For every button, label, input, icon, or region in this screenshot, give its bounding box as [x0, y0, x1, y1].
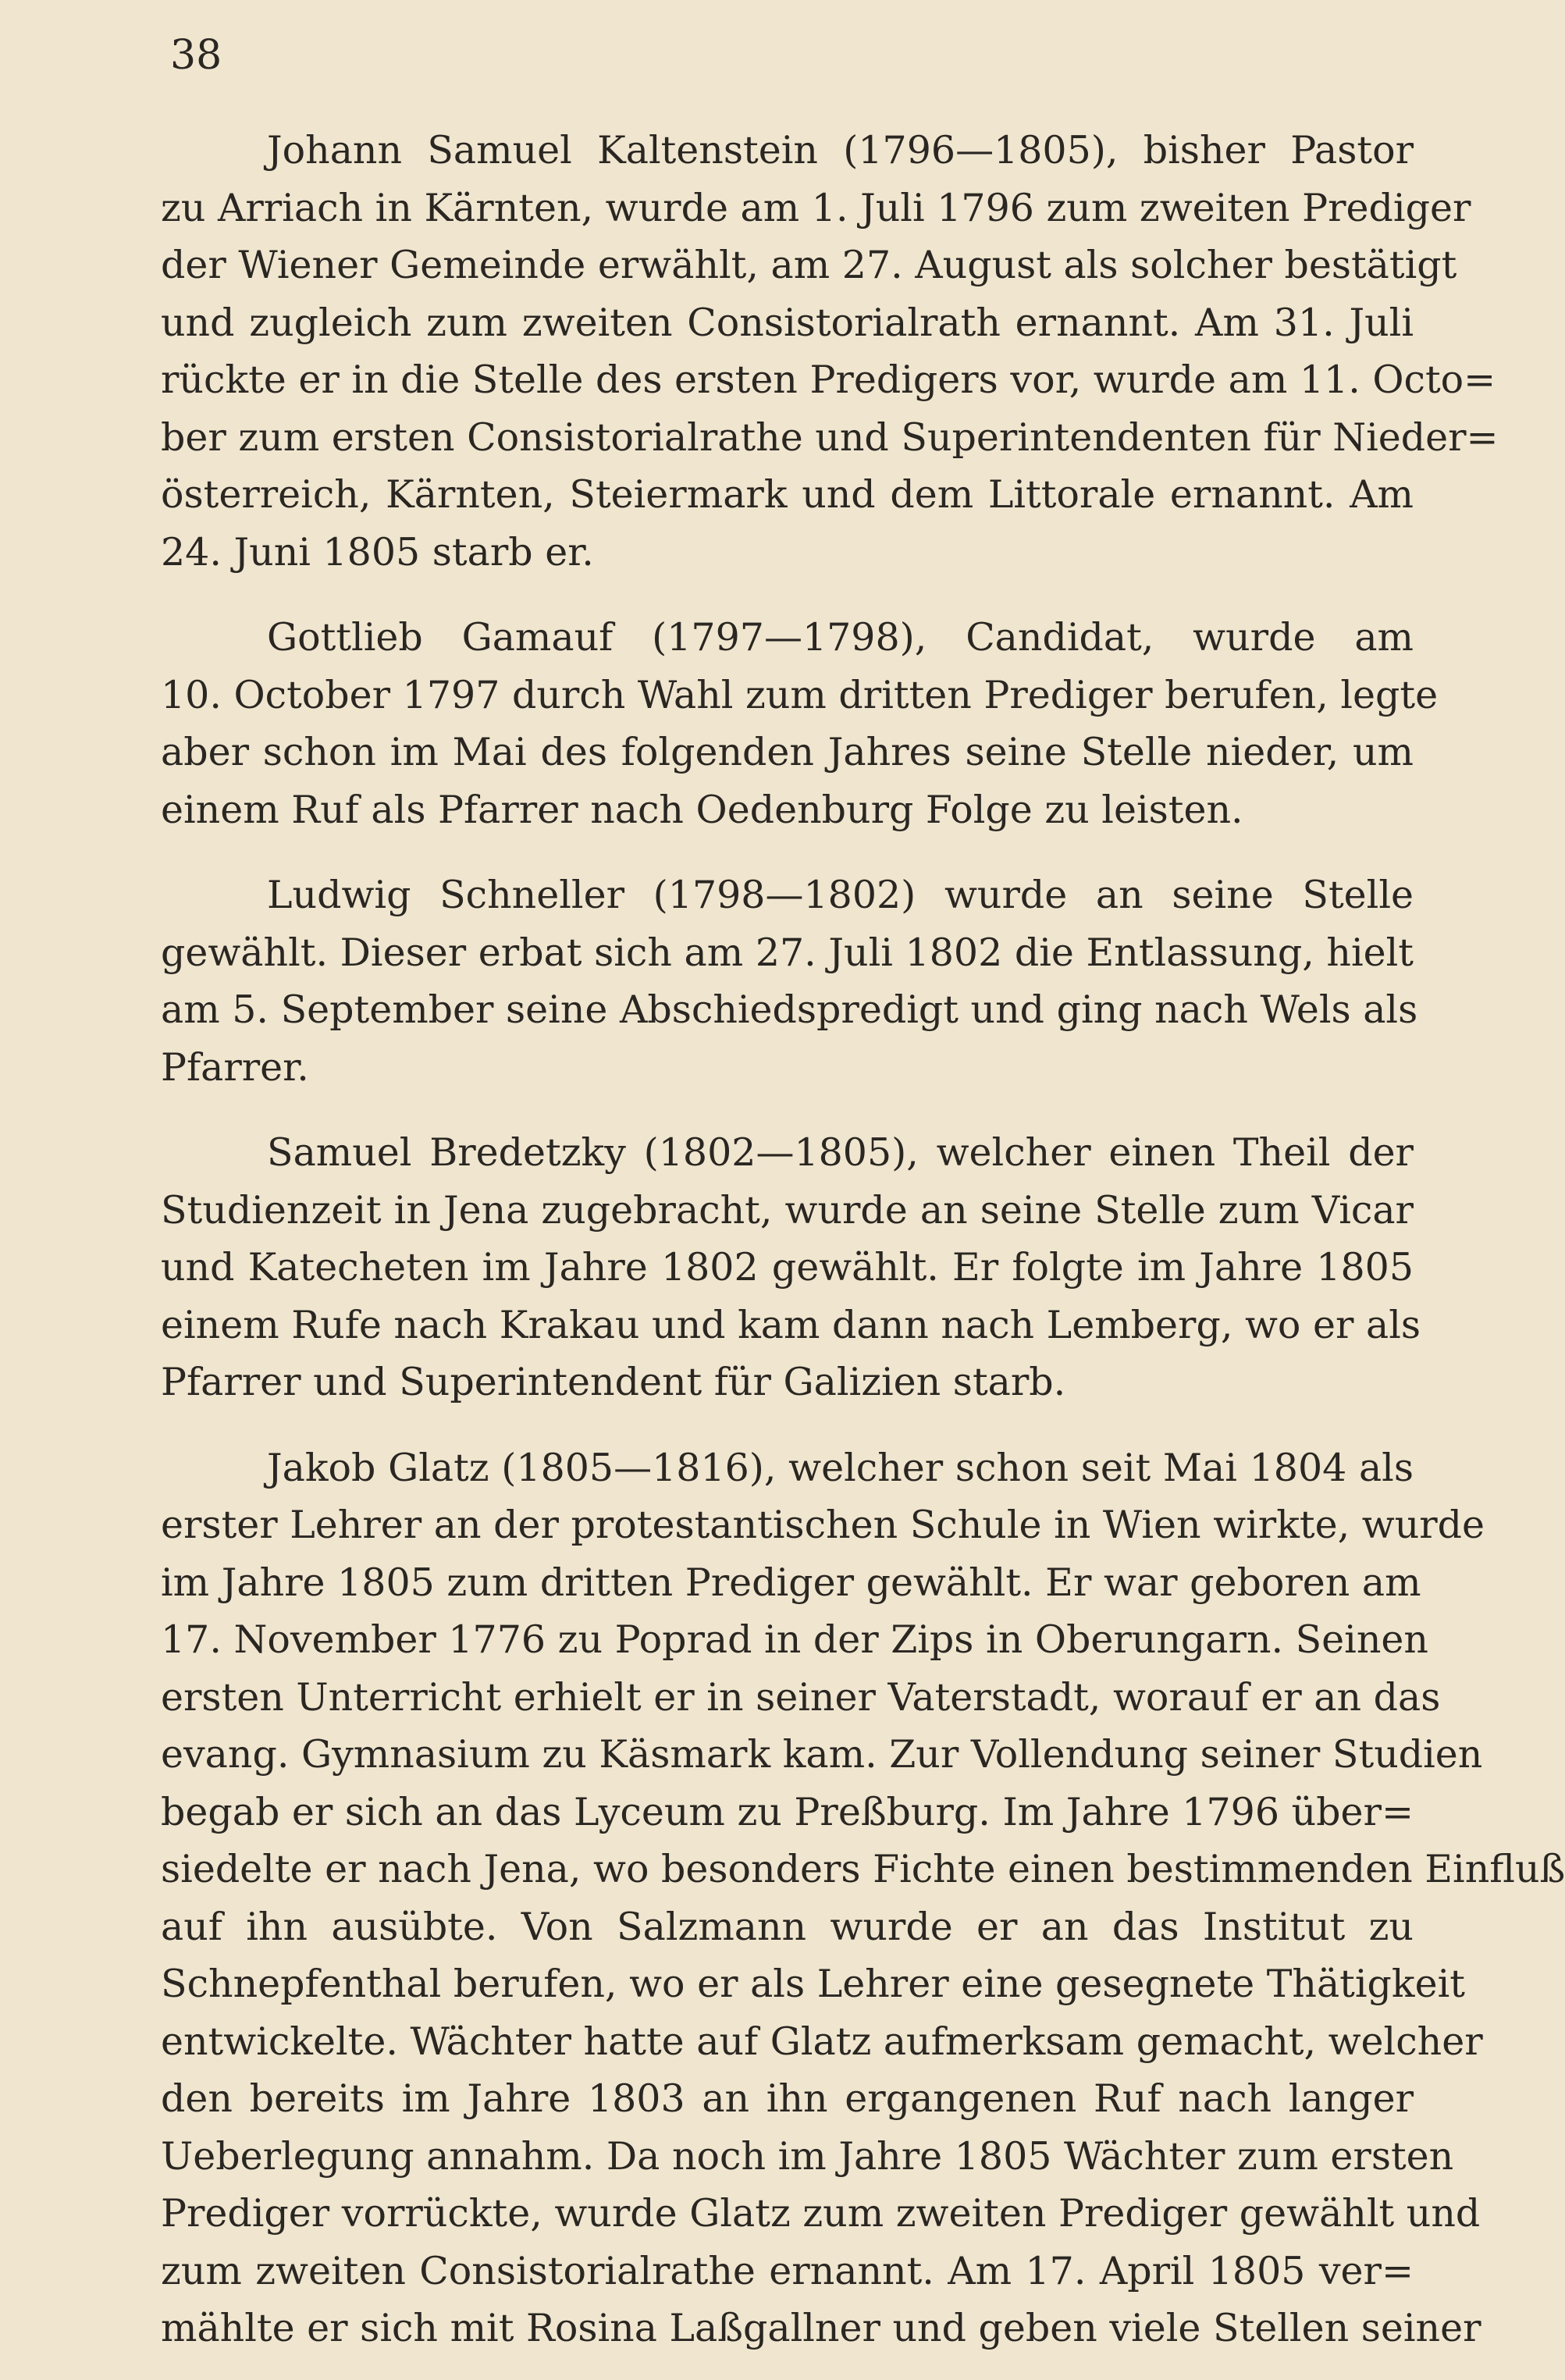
- text-line: zum zweiten Consistorialrathe ernannt. Am 17. April 1805 ver=: [161, 2248, 1414, 2293]
- text-line: Schnepfenthal berufen, wo er als Lehrer eine gesegnete Thätigkeit: [161, 1962, 1465, 2006]
- text-line: im Jahre 1805 zum dritten Prediger gewählt. Er war geboren am: [161, 1560, 1421, 1605]
- text-line: 10. October 1797 durch Wahl zum dritten Prediger berufen, legte: [161, 672, 1439, 717]
- text-line: Pfarrer.: [161, 1044, 309, 1090]
- text-line: rückte er in die Stelle des ersten Predigers vor, wurde am 11. Octo=: [161, 358, 1496, 402]
- text-line: aber schon im Mai des folgenden Jahres seine Stelle nieder, um: [161, 730, 1414, 774]
- text-line: einem Ruf als Pfarrer nach Oedenburg Folge zu leisten.: [161, 787, 1243, 832]
- text-line: Jakob Glatz (1805—1816), welcher schon seit Mai 1804 als: [267, 1445, 1414, 1490]
- text-line: österreich, Kärnten, Steiermark und dem Littorale ernannt. Am: [161, 472, 1414, 517]
- text-line: gewählt. Dieser erbat sich am 27. Juli 1802 die Entlassung, hielt: [161, 930, 1414, 975]
- text-line: ber zum ersten Consistorialrathe und Superintendenten für Nieder=: [161, 414, 1499, 460]
- text-line: und Katecheten im Jahre 1802 gewählt. Er folgte im Jahre 1805: [161, 1245, 1414, 1290]
- paragraph: [161, 866, 1418, 1096]
- text-line: zu Arriach in Kärnten, wurde am 1. Juli 1796 zum zweiten Prediger: [161, 185, 1471, 230]
- text-line: den bereits im Jahre 1803 an ihn ergangenen Ruf nach langer: [161, 2076, 1414, 2121]
- text-line: Ludwig Schneller (1798—1802) wurde an seine Stelle: [267, 873, 1414, 917]
- paragraph: [161, 122, 1499, 581]
- text-line: auf ihn ausübte. Von Salzmann wurde er an das Institut zu: [161, 1904, 1414, 1949]
- text-line: und zugleich zum zweiten Consistorialrath ernannt. Am 31. Juli: [161, 300, 1414, 345]
- text-line: Johann Samuel Kaltenstein (1796—1805), bisher Pastor: [267, 128, 1414, 173]
- page-number: 38: [170, 32, 222, 79]
- text-line: am 5. September seine Abschiedspredigt und ging nach Wels als: [161, 987, 1418, 1032]
- text-line: Pfarrer und Superintendent für Galizien starb.: [161, 1360, 1066, 1404]
- text-line: erster Lehrer an der protestantischen Schule in Wien wirkte, wurde: [161, 1503, 1485, 1547]
- text-line: entwickelte. Wächter hatte auf Glatz aufmerksam gemacht, welcher: [161, 2019, 1483, 2064]
- text-line: mählte er sich mit Rosina Laßgallner und geben viele Stellen seiner: [161, 2306, 1481, 2350]
- text-line: einem Rufe nach Krakau und kam dann nach Lemberg, wo er als: [161, 1302, 1421, 1347]
- text-line: ersten Unterricht erhielt er in seiner Vaterstadt, worauf er an das: [161, 1674, 1441, 1720]
- text-line: der Wiener Gemeinde erwählt, am 27. August als solcher bestätigt: [161, 243, 1457, 287]
- text-line: siedelte er nach Jena, wo besonders Fichte einen bestimmenden Einfluß: [161, 1847, 1565, 1891]
- text-line: Studienzeit in Jena zugebracht, wurde an seine Stelle zum Vicar: [161, 1187, 1414, 1233]
- text-line: Samuel Bredetzky (1802—1805), welcher einen Theil der: [267, 1130, 1414, 1175]
- text-line: Gottlieb Gamauf (1797—1798), Candidat, wurde am: [267, 615, 1414, 660]
- paragraph: [161, 609, 1439, 838]
- text-line: 24. Juni 1805 starb er.: [161, 529, 594, 575]
- text-line: 17. November 1776 zu Poprad in der Zips in Oberungarn. Seinen: [161, 1617, 1428, 1662]
- text-line: begab er sich an das Lyceum zu Preßburg. Im Jahre 1796 über=: [161, 1789, 1414, 1834]
- text-line: evang. Gymnasium zu Käsmark kam. Zur Vollendung seiner Studien: [161, 1732, 1483, 1777]
- body-text: [161, 122, 1565, 2357]
- text-line: Ueberlegung annahm. Da noch im Jahre 1805 Wächter zum ersten: [161, 2133, 1454, 2179]
- text-line: Prediger vorrückte, wurde Glatz zum zweiten Prediger gewählt und: [161, 2191, 1481, 2236]
- paragraph: [161, 1124, 1421, 1411]
- paragraph: [161, 1439, 1565, 2357]
